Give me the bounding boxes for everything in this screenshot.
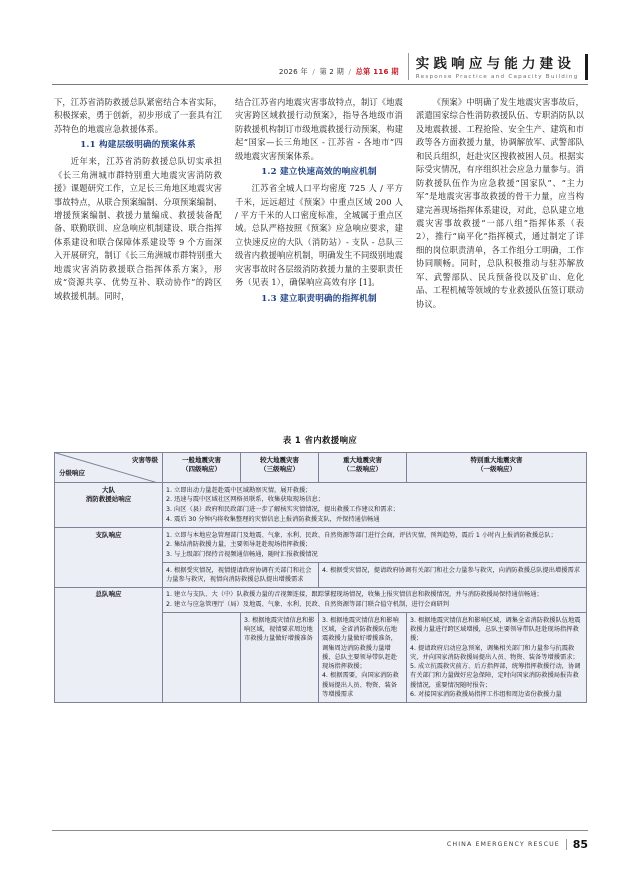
corps-item-list — [166, 590, 583, 609]
header-level-4-line2: （四级响应） — [182, 465, 221, 474]
list-item: 1. 立即与本地应急管理部门及地震、气象、水利、民政、自然资源等部门进行会商，评估灾情，预判趋势，震后 1 小时内上报消防救援总队； — [166, 531, 557, 539]
header-title-en: Response Practice and Capacity Building — [415, 74, 579, 80]
header-level-4-line1: 一般地震灾害 — [182, 455, 221, 464]
table-row — [55, 483, 587, 528]
table-body — [55, 483, 587, 703]
table-caption: 表 1 省内救援响应 — [282, 435, 358, 445]
row-detachment-shared-cell — [163, 528, 587, 563]
table-row — [55, 528, 587, 563]
header-level-2-line2: （二级响应） — [343, 465, 382, 474]
header-divider — [408, 53, 409, 80]
section-number-1-2: 1.2 — [261, 167, 277, 178]
table-head — [55, 453, 587, 483]
header-level-3-line1: 较大地震灾害 — [260, 455, 299, 464]
header-level-1-line2: （一级响应） — [477, 465, 516, 474]
col3-paragraph-1: 《预案》中明确了发生地震灾害事故后，派遣国家综合性消防救援队伍、专职消防队以及地震救援、工程抢险、安全生产、建筑和市政等各方面救援力量，协调解放军、武警部队和民兵组织，赶赴灾区搜救被困人员。根据实际受灾情况，有序组织社会应急力量参与。消防救援队伍作为应急救援“国家队”、“主力军”是地震灾害事故救援的骨干力量，应当构建完善现场指挥体系建设，对此，总队建立地震灾害事故救援“一部八组”指挥体系（表 2），推行“扁平化”指挥模式，通过制定了详细的岗位职责清单，各工作组分工明确，工作协同顺畅。同时，总队积极推动与驻苏解放军、武警部队、民兵预备役以及矿山、危化品、工程机械等领域的专业救援队伍签订联动协议。 — [416, 97, 584, 309]
row-detachment-split-left: 4. 根据受灾情况，视情提请政府协调有关部门和社会力量参与救灾，视情向消防救援总队提出增援需求 — [163, 563, 319, 588]
table-header-level-4 — [163, 453, 241, 483]
issue-year: 2026 年 — [278, 67, 308, 76]
row-label-line1: 大队 — [102, 485, 115, 494]
table-header-level-3 — [241, 453, 319, 483]
footer-divider — [52, 830, 588, 831]
provincial-rescue-response-table — [54, 452, 587, 703]
list-item: 1. 立即出动力量赶赴震中区域勘察灾情，展开救援； — [166, 486, 312, 494]
section-title-1-2: 建立快速高效的响应机制 — [280, 167, 377, 178]
list-item: 2. 建立与应急管理厅（局）及地震、气象、水利、民政、自然资源等部门联合值守机制，进行会商研判 — [166, 601, 449, 608]
table-header-level-1 — [407, 453, 587, 483]
issue-serial: 总第 116 期 — [355, 67, 399, 76]
row-corps-cell-level-4 — [163, 613, 241, 702]
column-1 — [54, 96, 222, 436]
list-item: 1. 建立与支队、大（中）队救援力量的音视频连接，跟踪掌握现场情况，收集上报灾情信息和救援情况，并与消防救援局保持通信畅通； — [166, 591, 543, 599]
row-corps-shared-cell — [163, 587, 587, 613]
header-level-2-line1: 重大地震灾害 — [343, 455, 382, 464]
list-item: 4. 震后 30 分钟内将收集整理的灾情信息上报消防救援支队，并保持通信畅通 — [166, 515, 380, 523]
column-3 — [416, 96, 584, 436]
col1-paragraph-1: 下，江苏省消防救援总队紧密结合本省实际，积极探索，勇于创新，初步形成了一套具有江苏特色的地震应急救援体系。 — [54, 97, 222, 134]
table-corner-header — [55, 453, 163, 483]
row-label-line1: 支队响应 — [95, 530, 122, 539]
issue-number: 第 2 期 — [319, 67, 344, 76]
table-row — [55, 587, 587, 613]
row-label-line2: 消防救援站响应 — [85, 494, 132, 503]
row-label-line1: 总队响应 — [95, 590, 122, 599]
header-underline — [52, 84, 588, 85]
row-label-brigade-station — [55, 483, 163, 528]
row-corps-cell-level-2: 3. 根据地震灾情信息和影响区域，全省消防救援队伍地震救援力量做好增援准备，调集周边消防救援力量增援，总队主要领导带队赶赴现场指挥救援； 4. 根据需要，向国家消防救援局提出人员、物资、装备等增援需求 — [319, 613, 407, 702]
row-corps-cell-level-3: 3. 根据地震灾情信息和影响区域，视情要求周边地市救援力量做好增援准备 — [241, 613, 319, 702]
list-item: 3. 与上级部门保持音视频通信畅通，随时汇报救援情况 — [166, 551, 318, 558]
col2-paragraph-1: 结合江苏省内地震灾害事故特点，制订《地震灾害跨区域救援行动预案》，指导各地级市消防救援机构制订市级地震救援行动预案，构建起“国家—长三角地区 - 江苏省 - 各地市”四级地震灾害预案体系。 — [235, 97, 403, 161]
header-level-3-line2: （三级响应） — [260, 465, 299, 474]
header-title — [416, 57, 579, 80]
list-item: 2. 迅速与震中区域社区网格员联系，收集获取现场信息； — [166, 496, 324, 504]
column-2 — [235, 96, 403, 436]
row-label-corps — [55, 587, 163, 702]
section-heading-1-1 — [54, 139, 222, 153]
section-heading-1-3 — [235, 293, 403, 307]
article-columns — [54, 96, 586, 436]
col1-paragraph-2: 近年来，江苏省消防救援总队切实承担《长三角洲城市群特别重大地震灾害消防救援》课题研究工作，立足长三角地区地震灾害事故特点，从联合预案编制、分项预案编制、增援预案编制、救援力量编成、救援装备配备、联勤联训、应急响应机制建设、联合指挥体系建设和联合保障体系建设等 9 个方面深入开展研究，制订《长三角洲城市群特别重大地震灾害消防救援联合指挥体系方案》，形成“资源共享、优势互补、联动协作”的跨区域救援机制。同时， — [54, 156, 222, 301]
row-detachment-split-right: 4. 根据受灾情况，提请政府协调有关部门和社会力量参与救灾，向消防救援总队提出增援需求 — [319, 563, 587, 588]
brigade-item-list — [166, 486, 583, 525]
corner-label-response-level: 分级响应 — [59, 469, 85, 478]
list-item: 2. 集结消防救援力量，主要领导赶赴现场指挥救援； — [166, 541, 312, 549]
section-title-1-3: 建立职责明确的指挥机制 — [280, 293, 377, 304]
issue-separator-2: / — [348, 67, 352, 76]
footer-separator — [566, 839, 567, 850]
table-header-row — [55, 453, 587, 483]
col2-paragraph-2: 江苏省全城人口平均密度 725 人 / 平方千米，远远超过《预案》中重点区域 200 人 / 平方千米的人口密度标准，全城属于重点区域。总队严格按照《预案》应急响应要求，建立快速反应的大队（消防站）- 支队 - 总队三级省内救援响应机制，明确发生不同级别地震灾害事故时各层级消防救援力量的主要职责任务（见表 1），确保响应高效有序 [1]。 — [235, 183, 403, 288]
section-number-1-3: 1.3 — [261, 293, 277, 304]
section-title-1-1: 构建层级明确的预案体系 — [99, 140, 196, 151]
journal-name: CHINA EMERGENCY RESCUE — [446, 841, 560, 848]
page-number: 85 — [572, 838, 588, 851]
section-heading-1-2 — [235, 166, 403, 180]
section-number-1-1: 1.1 — [80, 140, 96, 151]
page-header — [52, 46, 588, 80]
list-item: 3. 向区（县）政府和民政部门进一步了解核实灾情情况，提出救援工作建议和需求； — [166, 506, 399, 513]
issue-separator-1: / — [312, 67, 315, 76]
issue-line — [279, 67, 399, 80]
row-corps-cell-level-1: 3. 根据地震灾情信息和影响区域，调集全省消防救援队伍地震救援力量进行跨区域增援，总队主要领导带队赶赴现场指挥救援； 4. 提请政府启动应急预案，调集相关部门和力量参与抗震救灾，并向国家消防救援局提出人员、物资、装备等增援需求； 5. 成立抗震救灾前方、后方指挥部，统筹指挥救援行动，协调有关部门和力量做好应急保障，定时向国家消防救援局报告救援情况，重要情况随时报告； 6. 对接国家消防救援局指挥工作组和周边省份救援力量 — [407, 613, 587, 702]
page-footer — [447, 838, 588, 851]
row-label-detachment — [55, 528, 163, 588]
row-brigade-shared-cell — [163, 483, 587, 528]
detachment-item-list — [166, 531, 583, 560]
corner-label-disaster-level: 灾害等级 — [132, 456, 158, 464]
header-title-cn: 实践响应与能力建设 — [415, 55, 576, 72]
header-accent-bar — [585, 54, 589, 80]
table-header-level-2 — [319, 453, 407, 483]
header-level-1-line1: 特别重大地震灾害 — [470, 455, 523, 464]
